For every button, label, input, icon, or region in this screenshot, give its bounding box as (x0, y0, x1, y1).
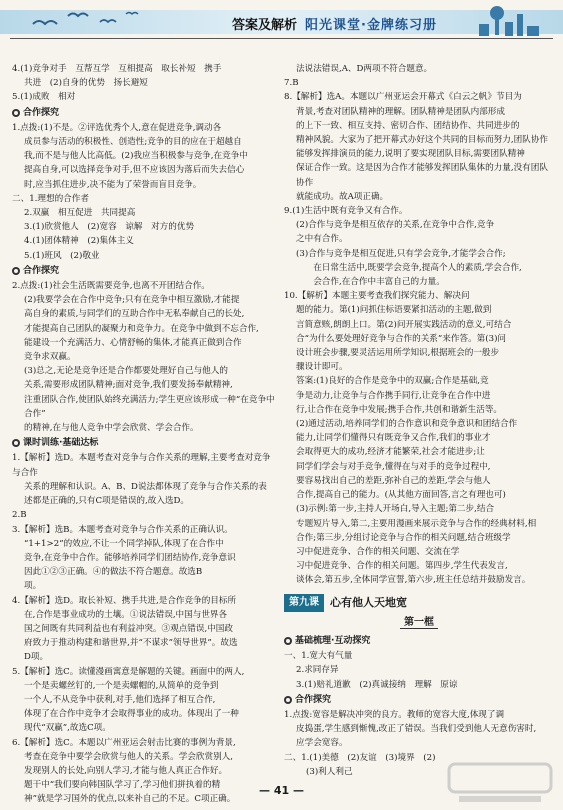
text-line: 的上下一致、相互支持、密切合作、团结协作、共同进步的 (296, 120, 520, 131)
bullet-icon (284, 696, 292, 704)
text-line: 答案:(1)良好的合作是竞争中的双赢;合作是基础,竞 (296, 376, 489, 387)
text-line: 合作;第三步,分组讨论竞争与合作的相关问题,结合班级学 (296, 532, 511, 543)
text-line: 会取得更大的成功,经济才能繁荣,社会才能进步;让 (296, 447, 485, 458)
text-line: 行,让合作在竞争中发展;携手合作,共创和谐新生活等。 (296, 404, 503, 415)
header-title-left: 答案及解析 (232, 17, 298, 33)
bullet-icon (12, 109, 20, 117)
text-line: 二、1.理想的合作者 (12, 193, 89, 204)
bullet-icon (12, 267, 20, 275)
text-line: 高自身的素质,与同学们的互助合作中无私奉献自己的长处, (24, 309, 245, 320)
text-line: 9.(1)生活中既有竞争又有合作。 (284, 206, 408, 217)
text-line: 关系,需要形成团队精神;面对竞争,我们要发扬奉献精神, (24, 380, 233, 391)
text-line: 共进 (2)自身的优势 扬长避短 (24, 78, 148, 89)
text-line: 国之间既有共同利益也有利益冲突。③观点错误,中国政 (24, 623, 233, 634)
text-line: 言简意赅,朗朗上口。第(2)问开展实践活动的意义,可结合 (296, 319, 512, 330)
text-line: 设计班会步骤,要灵活运用所学知识,根据班会的一般步 (296, 348, 500, 359)
text-line: 要容易找出自己的差距,弥补自己的差距,学会与他人 (296, 475, 491, 486)
text-line: 关系的理解和认识。A、B、D说法都体现了竞争与合作关系的表 (24, 481, 267, 492)
text-line: 3.(1)欣赏他人 (2)宽容 谅解 对方的优势 (24, 222, 195, 233)
text-line: 专题短片导入,第二,主要用漫画来展示竞争与合作的经典材料,相 (296, 518, 537, 529)
text-line: (3)总之,无论是竞争还是合作都要处理好自己与他人的 (24, 366, 228, 377)
text-line: 的精神,在与他人竞争中学会欣赏、学会合作。 (24, 423, 199, 434)
text-line: 应学会宽容。 (296, 738, 348, 749)
lesson-subtitle: 第一框 (284, 616, 554, 630)
text-line: 争是动力,让竞争与合作携手同行,让竞争在合作中进 (296, 390, 491, 401)
text-line: 二、1.(1)美德 (2)友谊 (3)境界 (2) (284, 752, 436, 763)
text-line: 考查在竞争中要学会欣赏与他人的关系。学会欣赏别人, (24, 751, 233, 762)
text-line: 2.B (12, 510, 27, 521)
birds-icon (28, 6, 148, 34)
text-line: 6.【解析】选C。本题以广州亚运会射击比赛的事例为背景, (12, 737, 236, 748)
text-line: 保证合作一致。这是因为合作才能够发挥团队集体的力量,没有团队协作 (296, 163, 548, 188)
header-rule (10, 38, 553, 39)
text-line: (2)我要学会在合作中竞争;只有在竞争中相互激励,才能提 (24, 295, 240, 306)
text-line: (3)利人利己 (306, 766, 353, 777)
section-heading: 课时训练·基础达标 (12, 436, 278, 450)
text-line: 会合作,在合作中丰富自己的力量。 (296, 277, 445, 288)
section-heading: 合作探究 (12, 264, 278, 278)
text-line: 题干中“我们要向韩国队学习了,学习他们拼执着的精 (24, 780, 221, 791)
header-title (232, 14, 437, 32)
text-line: 合“为什么要处理好竞争与合作的关系”来作答。第(3)问 (296, 333, 507, 344)
text-line: 竞争求双赢。 (24, 352, 76, 363)
lesson-header (284, 594, 554, 612)
text-line: 我,而不是与他人比高低。(2)我应当积极参与竞争,在竞争中 (24, 151, 248, 162)
text-line: 发现别人的长处,向别人学习,才能与他人真正合作好。 (24, 765, 228, 776)
text-line: 成员参与活动的积极性、创造性;竞争的目的应在于超越自 (24, 137, 242, 148)
text-line: 精神风貌。大家为了把开幕式办好这个共同的目标而努力,团队协作 (296, 135, 548, 146)
section-heading: 基础梳理·互动探究 (284, 634, 554, 648)
text-line: 府致力于推动构建和谐世界,并“不谋求”领导世界”。故选 (24, 638, 238, 649)
lesson-title: 心有他人天地宽 (330, 595, 407, 609)
text-line: 1.点拨:宽容是解决冲突的良方。教师的宽容大度,体现了调 (284, 709, 505, 720)
text-line: D项。 (24, 652, 49, 663)
text-line: 习中促进竞争、合作的相关问题。第四步,学生代表发言, (296, 561, 508, 572)
text-line: 5.(1)成败 相对 (12, 92, 76, 103)
text-line: 7.B (284, 78, 299, 89)
text-line: 习中促进竞争、合作的相关问题、交流在学 (296, 546, 460, 557)
text-line: 现代“双赢”,故选C项。 (24, 723, 111, 734)
text-line: (2)通过活动,培养同学们的合作意识和竞争意识和团结合作 (296, 419, 518, 430)
text-line: 一个是卖螺丝钉的,一个是卖螺帽的,从简单的竞争到 (24, 680, 219, 691)
text-line: 3.【解析】选B。本题考查对竞争与合作关系的正确认识。 (12, 524, 233, 535)
text-line: (2)合作与竞争是相互依存的关系,在竞争中合作,竞争 (296, 220, 495, 231)
text-line: 2.求同存异 (296, 665, 339, 676)
city-skyline-icon (475, 4, 545, 38)
text-line: 背景,考查对团队精神的理解。团队精神是团队内部形成 (296, 106, 505, 117)
text-line: 骤设计即可。 (296, 362, 348, 373)
text-line: 项。 (24, 581, 42, 592)
text-line: 体现了在合作中竞争才会取得事业的成功。体现出了一种 (24, 709, 239, 720)
text-line: 神”就是学习国外的优点,以来补自己的不足。C项正确。 (24, 794, 236, 805)
text-line: 2.双赢 相互促进 共同提高 (24, 208, 136, 219)
bullet-icon (12, 439, 20, 447)
left-column (12, 62, 278, 807)
text-line: 一个人,不从竞争中获利,对手,他们选择了相互合作, (24, 694, 216, 705)
text-line: 就能成功。故A项正确。 (296, 191, 389, 202)
text-line: 5.(1)班风 (2)敬业 (24, 250, 100, 261)
header-title-right: 阳光课堂·金牌练习册 (305, 17, 437, 33)
text-line: (3)示例:第一步,主持人开场白,导入主题;第二步,结合 (296, 504, 495, 515)
text-line: 时,应当抓住进步,决不能为了荣誉而盲目竞争。 (24, 179, 202, 190)
page-header (0, 0, 563, 46)
section-heading: 合作探究 (284, 693, 554, 707)
text-line: 述都是正确的,只有C项是错误的,故入选D。 (24, 496, 190, 507)
right-column (284, 62, 554, 779)
text-line: 竞争,在竞争中合作。能够培养同学们团结协作,竞争意识 (24, 552, 236, 563)
text-line: 一、1.宽大有气量 (284, 651, 353, 662)
text-line: 在,合作是事业成功的土壤。①说法错误,中国与世界各 (24, 609, 228, 620)
text-line: 同学们学会与对手竞争,懂得在与对手的竞争过程中, (296, 461, 491, 472)
text-line: 能够发挥排演员的能力,说明了要实现团队目标,需要团队精神 (296, 149, 525, 160)
bullet-icon (284, 637, 292, 645)
text-line: 题的能力。第(1)问抓住标语要紧扣活动的主题,做到 (296, 305, 492, 316)
page-number: — 41 — (259, 784, 304, 797)
text-line: 法说法错误,A、D两项不符合题意。 (296, 64, 433, 74)
text-line: 才能提高自己团队的凝聚力和竞争力。在竞争中做到不忘合作, (24, 323, 259, 334)
text-line: 皮捣蛋,学生感到惭愧,改正了错误。当我们受到他人无意伤害时, (296, 724, 537, 735)
text-line: 8.【解析】选A。本题以广州亚运会开幕式《白云之帆》节目为 (284, 92, 522, 103)
text-line: 4.(1)团体精神 (2)集体主义 (24, 236, 134, 247)
watermark-logo-icon (445, 760, 555, 806)
text-line: 1.点拨:(1)不是。②评选优秀个人,意在促进竞争,调动各 (12, 122, 222, 133)
text-line: 4.(1)竞争对手 互帮互学 互相提高 取长补短 携手 (12, 64, 222, 74)
text-line: 1.【解析】选D。本题考查对竞争与合作关系的理解,主要考查对竞争与合作 (12, 453, 271, 478)
text-line: 在日常生活中,既要学会竞争,提高个人的素质,学会合作, (296, 262, 522, 273)
text-line: 注重团队合作,使团队始终充满活力;学生更应该形成一种“在竞争中合作” (24, 394, 275, 419)
text-line: 10.【解析】本题主要考查我们探究能力、解决问 (284, 291, 470, 302)
text-line: 提高自身,可以选择竞争对手,但不应该因为落后而失去信心 (24, 165, 245, 176)
text-line: 能力,让同学们懂得只有既竞争又合作,我们的事业才 (296, 433, 491, 444)
text-line: 之中有合作。 (296, 234, 348, 245)
text-line: 3.(1)赔礼道歉 (2)真诚接纳 理解 原谅 (296, 679, 458, 690)
text-line: 因此①②③正确。④的做法不符合题意。故选B (24, 567, 203, 578)
text-line: (3)合作与竞争是相互促进,只有学会竞争,才能学会合作; (296, 248, 506, 259)
text-line: 能建设一个充满活力、心情舒畅的集体,才能真正做到合作 (24, 337, 242, 348)
section-heading: 合作探究 (12, 106, 278, 120)
text-line: 2.点拨:(1)社会生活既需要竞争,也离不开团结合作。 (12, 281, 210, 292)
text-line: 谈体会,第五步,全体同学宣誓,第六步,班主任总结并鼓励发言。 (296, 575, 531, 586)
text-line: 合作,提高自己的能力。(从其他方面回答,言之有理也可) (296, 490, 506, 501)
text-line: “1+1>2”的效应,不让一个同学掉队,体现了在合作中 (24, 538, 224, 549)
lesson-tag: 第九课 (284, 594, 324, 612)
text-line: 4.【解析】选D。取长补短、携手共进,是合作竞争的目标所 (12, 595, 237, 606)
text-line: 5.【解析】选C。读懂漫画寓意是解题的关键。画面中的两人, (12, 666, 245, 677)
